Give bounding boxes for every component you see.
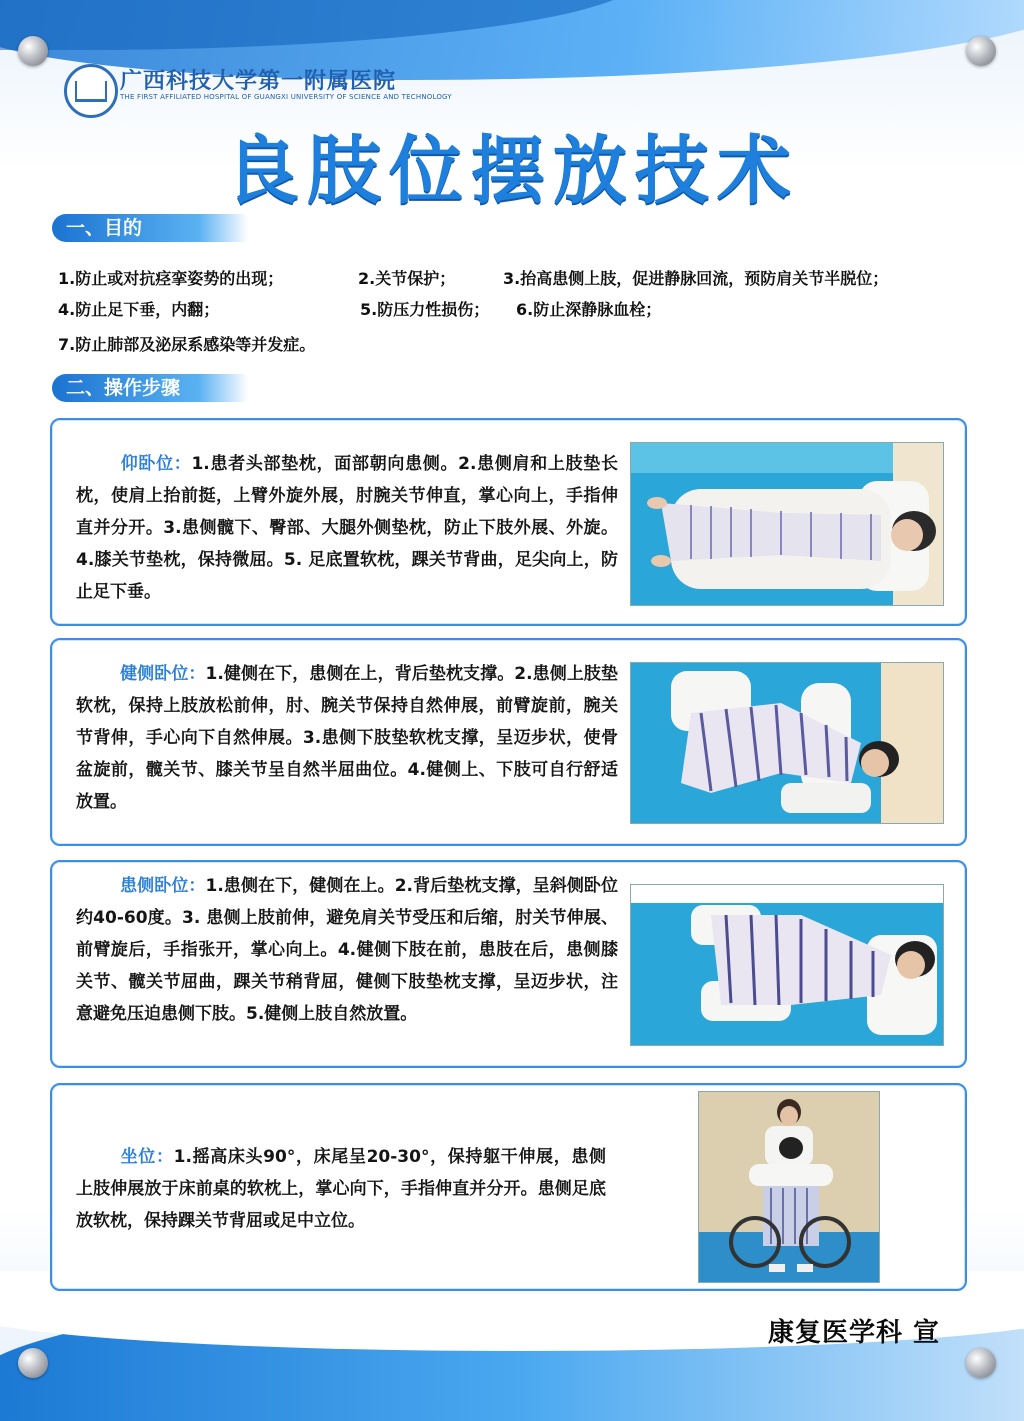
goal-item: 3.抬高患侧上肢，促进静脉回流，预防肩关节半脱位； bbox=[503, 269, 889, 288]
goal-item: 2.关节保护； bbox=[358, 269, 456, 288]
healthy-side-lying-photo bbox=[630, 662, 944, 824]
step-card-body: 1.患侧在下，健侧在上。2.背后垫枕支撑，呈斜侧卧位约40-60度。3. 患侧上肢前伸，避免肩关节受压和后缩，肘关节伸展、前臂旋后，手指张开，掌心向上。4.健侧下肢在前，患肢在后，患侧膝关节、髋关节屈曲，踝关节稍背屈，健侧下肢垫枕支撑，呈迈步状，注意避免压迫患侧下肢。5.健侧上肢自然放置。 bbox=[76, 876, 619, 1024]
step-card-sitting bbox=[50, 1083, 967, 1291]
step-card-body: 1.患者头部垫枕，面部朝向患侧。2.患侧肩和上肢垫长枕，使肩上抬前挺，上臂外旋外展，肘腕关节伸直，掌心向上，手指伸直并分开。3.患侧髋下、臀部、大腿外侧垫枕，防止下肢外展、外旋。4.膝关节垫枕，保持微屈。5. 足底置软枕，踝关节背曲，足尖向上，防止足下垂。 bbox=[76, 454, 618, 602]
step-card-label: 健侧卧位： bbox=[120, 664, 206, 684]
step-card-label: 患侧卧位： bbox=[120, 876, 206, 896]
sitting-position-photo bbox=[698, 1091, 880, 1283]
goal-item: 7.防止肺部及泌尿系感染等并发症。 bbox=[58, 335, 316, 354]
step-card-text bbox=[76, 1141, 606, 1237]
page-title: 良肢位摆放技术 bbox=[225, 128, 799, 214]
goal-item: 6.防止深静脉血栓； bbox=[516, 300, 662, 319]
affected-side-lying-photo bbox=[630, 884, 944, 1046]
goal-item: 4.防止足下垂，内翻； bbox=[58, 300, 220, 319]
goal-item: 5.防压力性损伤； bbox=[360, 300, 490, 319]
hospital-logo-icon bbox=[64, 64, 118, 118]
hospital-english-name: THE FIRST AFFILIATED HOSPITAL OF GUANGXI UNIVERSITY OF SCIENCE AND TECHNOLOGY bbox=[120, 93, 452, 101]
sitting-illustration bbox=[699, 1092, 879, 1282]
step-card-healthy-side-lying bbox=[50, 638, 967, 846]
section-heading-steps: 二、操作步骤 bbox=[52, 374, 248, 402]
hospital-name: 广西科技大学第一附属医院 bbox=[120, 69, 397, 94]
step-card-text bbox=[76, 870, 618, 1030]
department-signature: 康复医学科 宣 bbox=[768, 1318, 941, 1348]
step-card-supine bbox=[50, 418, 967, 626]
section-heading-purpose: 一、目的 bbox=[52, 214, 248, 242]
step-card-label: 仰卧位： bbox=[120, 454, 192, 474]
step-card-text bbox=[76, 448, 618, 608]
step-card-body: 1.摇高床头90°，床尾呈20-30°，保持躯干伸展，患侧上肢伸展放于床前桌的软枕上，掌心向下，手指伸直并分开。患侧足底放软枕，保持踝关节背屈或足中立位。 bbox=[76, 1147, 606, 1231]
mounting-screw-icon bbox=[18, 36, 48, 66]
mounting-screw-icon bbox=[966, 36, 996, 66]
affected-side-lying-illustration bbox=[631, 885, 943, 1045]
step-card-text bbox=[76, 658, 618, 818]
step-card-label: 坐位： bbox=[120, 1147, 174, 1167]
healthy-side-lying-illustration bbox=[631, 663, 943, 823]
step-card-body: 1.健侧在下，患侧在上，背后垫枕支撑。2.患侧上肢垫软枕，保持上肢放松前伸，肘、腕关节保持自然伸展，前臂旋前，腕关节背伸，手心向下自然伸展。3.患侧下肢垫软枕支撑，呈迈步状，使骨盆旋前，髋关节、膝关节呈自然半屈曲位。4.健侧上、下肢可自行舒适放置。 bbox=[76, 664, 619, 812]
supine-position-photo bbox=[630, 442, 944, 606]
mounting-screw-icon bbox=[966, 1348, 996, 1378]
supine-illustration bbox=[631, 443, 943, 605]
mounting-screw-icon bbox=[18, 1348, 48, 1378]
goal-item: 1.防止或对抗痉挛姿势的出现； bbox=[58, 269, 284, 288]
step-card-affected-side-lying bbox=[50, 860, 967, 1068]
